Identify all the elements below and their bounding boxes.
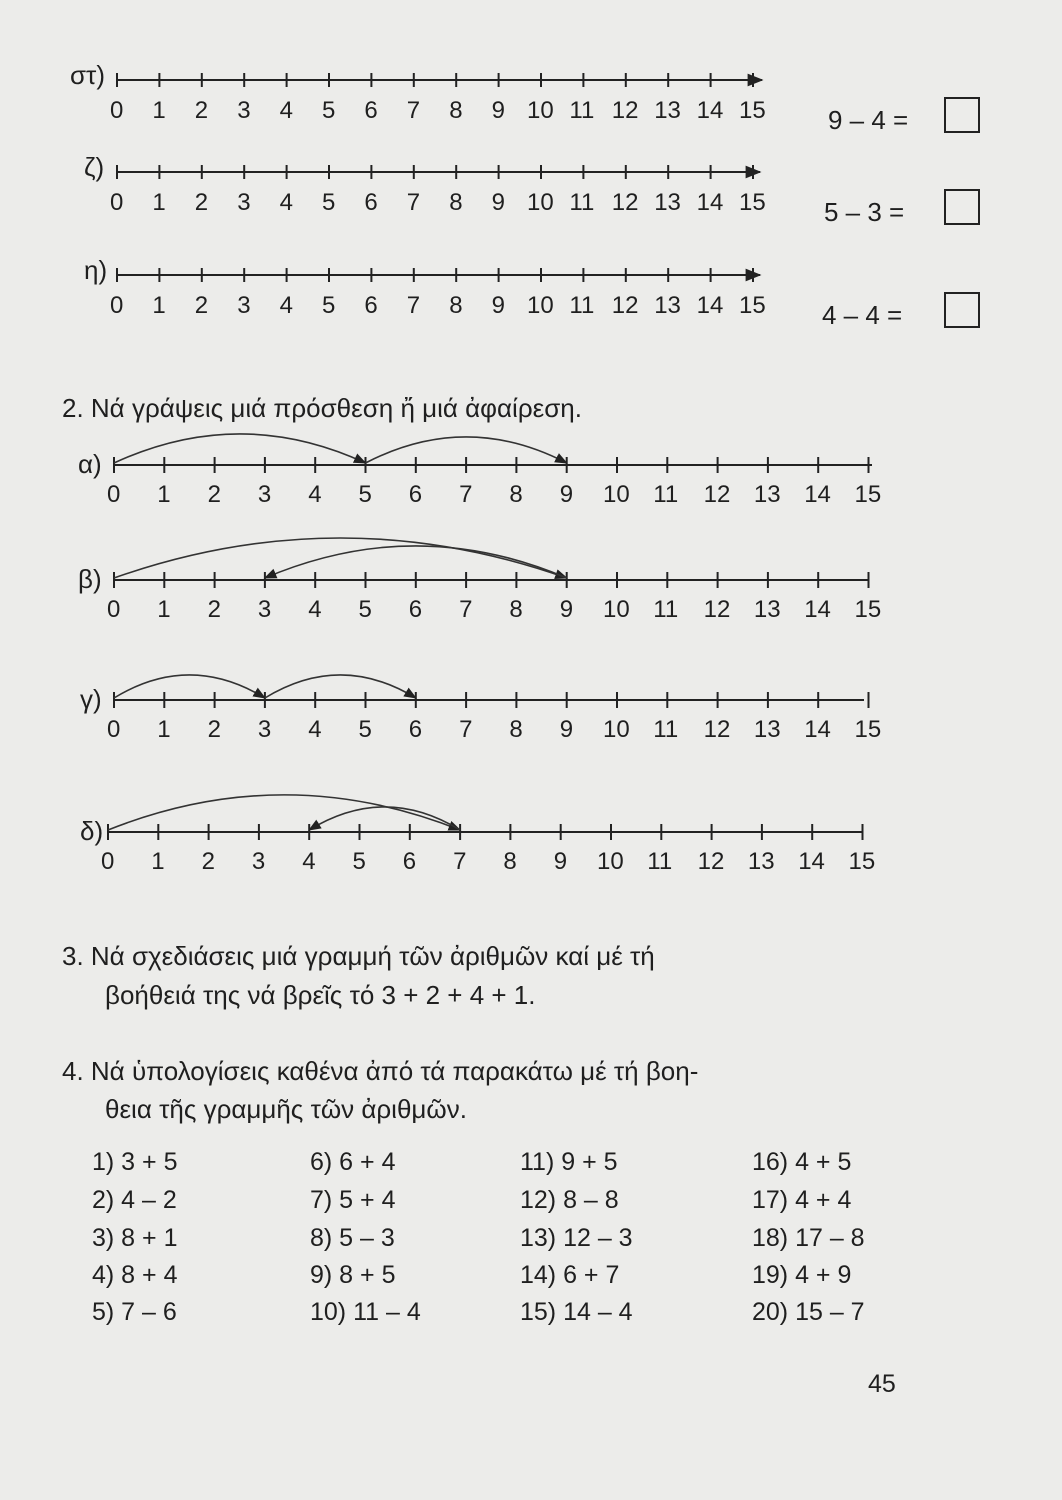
- row-1-tick-label-3: 3: [237, 189, 251, 216]
- row-2-tick-label-4: 4: [279, 292, 293, 319]
- line-3-tick-label-13: 13: [747, 848, 775, 875]
- problem-13: 13) 12 – 3: [520, 1224, 633, 1252]
- row-2-tick-label-8: 8: [449, 292, 463, 319]
- row-2-tick-label-7: 7: [406, 292, 421, 319]
- line-2-tick-label-10: 10: [603, 716, 630, 743]
- row-2-tick-label-3: 3: [237, 292, 251, 319]
- line-0-tick-label-15: 15: [854, 481, 882, 508]
- row-0-tick-label-4: 4: [279, 97, 293, 124]
- line-2-arc-1: [265, 675, 416, 698]
- problem-19: 19) 4 + 9: [752, 1261, 852, 1289]
- line-1-tick-label-12: 12: [703, 596, 731, 623]
- problem-4: 4) 8 + 4: [92, 1261, 178, 1289]
- line-0-tick-label-1: 1: [157, 481, 171, 508]
- line-3-arc-1: [309, 807, 460, 830]
- line-2-tick-label-14: 14: [804, 716, 831, 743]
- line-0-tick-label-10: 10: [603, 481, 630, 508]
- row-0-tick-label-5: 5: [322, 97, 336, 124]
- line-2-tick-label-9: 9: [559, 716, 574, 743]
- line-0-tick-label-12: 12: [703, 481, 731, 508]
- line-1-tick-label-11: 11: [653, 596, 679, 623]
- row-0-equation: 9 – 4 =: [828, 105, 909, 135]
- row-2-tick-label-5: 5: [322, 292, 336, 319]
- row-2-tick-label-15: 15: [739, 292, 766, 319]
- line-2-tick-label-5: 5: [358, 716, 372, 743]
- row-0-tick-label-1: 1: [152, 97, 166, 124]
- row-0-tick-label-7: 7: [406, 97, 421, 124]
- line-1-tick-label-5: 5: [358, 596, 372, 623]
- problem-6: 6) 6 + 4: [310, 1148, 396, 1176]
- problem-18: 18) 17 – 8: [752, 1224, 865, 1252]
- row-1-answer-box[interactable]: [944, 189, 980, 225]
- line-3-label: δ): [80, 816, 104, 846]
- problem-3: 3) 8 + 1: [92, 1224, 178, 1252]
- row-0-tick-label-14: 14: [696, 97, 724, 124]
- line-1-label: β): [78, 564, 102, 594]
- problem-17: 17) 4 + 4: [752, 1186, 852, 1214]
- line-3-tick-label-2: 2: [201, 848, 215, 875]
- row-1-tick-label-10: 10: [527, 189, 554, 216]
- row-0-tick-label-3: 3: [237, 97, 251, 124]
- row-1-tick-label-2: 2: [194, 189, 209, 216]
- problem-1: 1) 3 + 5: [92, 1148, 178, 1176]
- exercise-2-heading: 2. Νά γράψεις μιά πρόσθεση ἤ μιά ἀφαίρεση.: [62, 393, 582, 423]
- row-1-tick-label-9: 9: [491, 189, 505, 216]
- line-3-tick-label-3: 3: [251, 848, 266, 875]
- exercise-4-line-2: θεια τῆς γραμμῆς τῶν ἀριθμῶν.: [105, 1094, 467, 1124]
- line-3-tick-label-11: 11: [647, 848, 673, 875]
- row-1-tick-label-12: 12: [611, 189, 639, 216]
- row-0-tick-label-13: 13: [654, 97, 681, 124]
- line-0-tick-label-6: 6: [408, 481, 423, 508]
- row-1-tick-label-1: 1: [152, 189, 166, 216]
- exercise-3-line-2: βοήθειά της νά βρεῖς τό 3 + 2 + 4 + 1.: [105, 980, 536, 1010]
- line-3-tick-label-6: 6: [402, 848, 417, 875]
- line-3-tick-label-15: 15: [848, 848, 876, 875]
- line-0-tick-label-2: 2: [207, 481, 221, 508]
- row-2-tick-label-10: 10: [527, 292, 554, 319]
- line-0-tick-label-14: 14: [804, 481, 831, 508]
- row-1-tick-label-13: 13: [654, 189, 681, 216]
- line-3-arc-0: [108, 795, 460, 830]
- row-1-tick-label-11: 11: [569, 189, 595, 216]
- line-1-tick-label-0: 0: [107, 596, 121, 623]
- line-3-tick-label-10: 10: [597, 848, 624, 875]
- line-1-tick-label-8: 8: [509, 596, 523, 623]
- problem-15: 15) 14 – 4: [520, 1298, 633, 1326]
- line-1-tick-label-6: 6: [408, 596, 423, 623]
- line-0-tick-label-0: 0: [107, 481, 121, 508]
- line-2-tick-label-0: 0: [107, 716, 121, 743]
- row-2-label: η): [84, 255, 108, 285]
- exercise-3-line-1: 3. Νά σχεδιάσεις μιά γραμμή τῶν ἀριθμῶν καί μέ τή: [62, 941, 655, 971]
- problem-11: 11) 9 + 5: [520, 1148, 618, 1176]
- page-number: 45: [868, 1370, 896, 1398]
- row-2-tick-label-9: 9: [491, 292, 505, 319]
- problem-16: 16) 4 + 5: [752, 1148, 852, 1176]
- line-1-tick-label-15: 15: [854, 596, 882, 623]
- line-1-tick-label-2: 2: [207, 596, 221, 623]
- row-2-tick-label-0: 0: [110, 292, 124, 319]
- line-1-tick-label-7: 7: [459, 596, 473, 623]
- line-2-label: γ): [80, 684, 102, 714]
- row-0-tick-label-2: 2: [194, 97, 209, 124]
- row-1-tick-label-4: 4: [279, 189, 293, 216]
- row-1-tick-label-15: 15: [739, 189, 766, 216]
- problem-10: 10) 11 – 4: [310, 1298, 421, 1326]
- row-0-tick-label-12: 12: [611, 97, 639, 124]
- line-2-tick-label-4: 4: [308, 716, 322, 743]
- row-0-tick-label-0: 0: [110, 97, 124, 124]
- problem-14: 14) 6 + 7: [520, 1261, 620, 1289]
- line-3-tick-label-5: 5: [352, 848, 366, 875]
- line-0-tick-label-5: 5: [358, 481, 372, 508]
- line-2-tick-label-8: 8: [509, 716, 523, 743]
- row-2-tick-label-14: 14: [696, 292, 724, 319]
- problem-7: 7) 5 + 4: [310, 1186, 396, 1214]
- row-0-tick-label-11: 11: [569, 97, 595, 124]
- line-3-tick-label-14: 14: [798, 848, 825, 875]
- line-3-tick-label-4: 4: [302, 848, 316, 875]
- line-3-tick-label-8: 8: [503, 848, 517, 875]
- line-3-tick-label-0: 0: [101, 848, 115, 875]
- line-0-tick-label-11: 11: [653, 481, 679, 508]
- line-2-tick-label-7: 7: [459, 716, 473, 743]
- line-2-tick-label-3: 3: [257, 716, 272, 743]
- problem-8: 8) 5 – 3: [310, 1224, 395, 1252]
- line-1-tick-label-14: 14: [804, 596, 831, 623]
- line-0-tick-label-3: 3: [257, 481, 272, 508]
- line-3-tick-label-9: 9: [553, 848, 568, 875]
- problem-9: 9) 8 + 5: [310, 1261, 396, 1289]
- row-1-tick-label-14: 14: [696, 189, 724, 216]
- row-1-tick-label-0: 0: [110, 189, 124, 216]
- line-0-tick-label-9: 9: [559, 481, 574, 508]
- row-2-tick-label-6: 6: [364, 292, 378, 319]
- row-0-tick-label-6: 6: [364, 97, 378, 124]
- row-1-tick-label-6: 6: [364, 189, 378, 216]
- row-1-label: ζ): [84, 152, 105, 182]
- row-0-label: στ): [70, 60, 105, 90]
- line-1-tick-label-13: 13: [753, 596, 781, 623]
- row-2-tick-label-1: 1: [152, 292, 166, 319]
- row-1-tick-label-5: 5: [322, 189, 336, 216]
- line-2-tick-label-12: 12: [703, 716, 731, 743]
- row-2-tick-label-2: 2: [194, 292, 209, 319]
- problem-12: 12) 8 – 8: [520, 1186, 619, 1214]
- line-0-label: α): [78, 449, 102, 479]
- row-2-tick-label-13: 13: [654, 292, 681, 319]
- line-0-tick-label-7: 7: [459, 481, 473, 508]
- line-3-tick-label-1: 1: [151, 848, 165, 875]
- line-2-tick-label-6: 6: [408, 716, 423, 743]
- line-1-arc-0: [114, 538, 567, 578]
- row-2-equation: 4 – 4 =: [822, 300, 903, 330]
- line-0-arc-0: [114, 434, 366, 463]
- line-2-tick-label-1: 1: [157, 716, 171, 743]
- line-1-tick-label-1: 1: [157, 596, 171, 623]
- line-2-tick-label-11: 11: [653, 716, 679, 743]
- problem-20: 20) 15 – 7: [752, 1298, 865, 1326]
- problem-5: 5) 7 – 6: [92, 1298, 177, 1326]
- row-1-tick-label-7: 7: [406, 189, 421, 216]
- row-1-tick-label-8: 8: [449, 189, 463, 216]
- exercise-4-line-1: 4. Νά ὑπολογίσεις καθένα ἀπό τά παρακάτω μέ τή βοη-: [62, 1056, 699, 1086]
- problem-2: 2) 4 – 2: [92, 1186, 177, 1214]
- line-0-tick-label-13: 13: [753, 481, 781, 508]
- line-2-arc-0: [114, 675, 265, 698]
- line-1-tick-label-10: 10: [603, 596, 630, 623]
- row-2-tick-label-11: 11: [569, 292, 595, 319]
- row-0-tick-label-8: 8: [449, 97, 463, 124]
- row-2-answer-box[interactable]: [944, 292, 980, 328]
- line-1-tick-label-4: 4: [308, 596, 322, 623]
- row-0-tick-label-15: 15: [739, 97, 766, 124]
- row-1-equation: 5 – 3 =: [824, 197, 905, 227]
- line-1-tick-label-3: 3: [257, 596, 272, 623]
- row-0-tick-label-10: 10: [527, 97, 554, 124]
- line-0-tick-label-8: 8: [509, 481, 523, 508]
- line-0-tick-label-4: 4: [308, 481, 322, 508]
- line-1-tick-label-9: 9: [559, 596, 574, 623]
- row-0-tick-label-9: 9: [491, 97, 505, 124]
- line-3-tick-label-7: 7: [453, 848, 467, 875]
- row-0-answer-box[interactable]: [944, 97, 980, 133]
- line-2-tick-label-2: 2: [207, 716, 221, 743]
- row-2-tick-label-12: 12: [611, 292, 639, 319]
- line-3-tick-label-12: 12: [697, 848, 725, 875]
- line-2-tick-label-13: 13: [753, 716, 781, 743]
- line-2-tick-label-15: 15: [854, 716, 882, 743]
